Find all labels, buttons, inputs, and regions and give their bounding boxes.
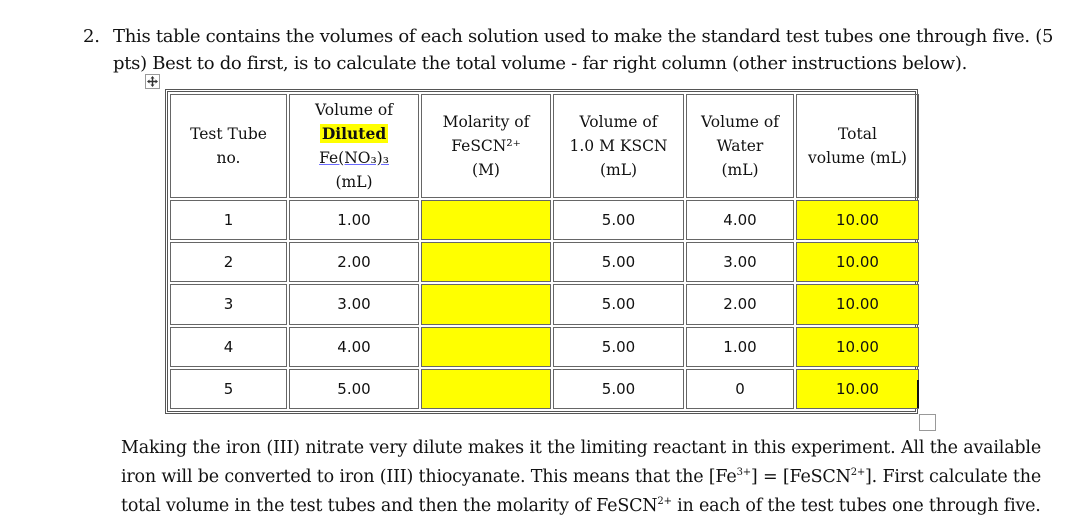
cell-fe-volume[interactable]: 2.00 (289, 242, 419, 282)
cell-molarity[interactable] (421, 369, 551, 409)
table-row (170, 200, 919, 240)
header-line: (mL) (599, 161, 638, 179)
cell-total-volume[interactable]: 10.00 (796, 284, 919, 324)
table-row (170, 369, 919, 409)
cell-kscn-volume[interactable]: 5.00 (553, 369, 684, 409)
cell-molarity[interactable] (421, 284, 551, 324)
cell-total-volume[interactable]: 10.00 (796, 242, 919, 282)
superscript: 2+ (850, 467, 866, 479)
header-line: Volume of (701, 113, 779, 131)
cell-kscn-volume[interactable]: 5.00 (553, 242, 684, 282)
cell-molarity[interactable] (421, 327, 551, 367)
cell-tube-number[interactable]: 4 (170, 327, 287, 367)
cell-tube-number[interactable]: 2 (170, 242, 287, 282)
cell-tube-number[interactable]: 1 (170, 200, 287, 240)
header-line: no. (216, 149, 241, 167)
header-line: Volume of (315, 101, 393, 119)
cell-fe-volume[interactable]: 5.00 (289, 369, 419, 409)
cell-water-volume[interactable]: 0 (686, 369, 794, 409)
cell-tube-number[interactable]: 3 (170, 284, 287, 324)
table-row (170, 284, 919, 324)
para-text: in each of the test tubes one through five. (671, 496, 1041, 516)
question-text-line1: This table contains the volumes of each solution used to make the standard test tubes one through five. (5 (113, 26, 1054, 47)
cell-kscn-volume[interactable]: 5.00 (553, 284, 684, 324)
question-text-line2: pts) Best to do first, is to calculate the total volume - far right column (other instructions below). (113, 53, 968, 74)
superscript: 2+ (657, 496, 672, 508)
cell-total-volume[interactable]: 10.00 (796, 327, 919, 367)
cell-molarity[interactable] (421, 200, 551, 240)
cell-water-volume[interactable]: 1.00 (686, 327, 794, 367)
header-line: Test Tube (190, 125, 267, 143)
header-kscn-volume[interactable] (553, 94, 684, 198)
header-fe-volume[interactable] (289, 94, 419, 198)
header-line: volume (mL) (808, 149, 907, 167)
cell-water-volume[interactable]: 3.00 (686, 242, 794, 282)
text-cursor (917, 380, 919, 408)
table-resize-handle[interactable] (919, 414, 936, 431)
header-water-volume[interactable] (686, 94, 794, 198)
instructions-paragraph (121, 434, 1041, 521)
cell-tube-number[interactable]: 5 (170, 369, 287, 409)
cell-water-volume[interactable]: 4.00 (686, 200, 794, 240)
cell-kscn-volume[interactable]: 5.00 (553, 200, 684, 240)
highlighted-diluted: Diluted (321, 124, 387, 143)
cell-water-volume[interactable]: 2.00 (686, 284, 794, 324)
header-line: Total (838, 125, 877, 143)
question-number: 2. (83, 26, 100, 47)
table-header-row (170, 94, 919, 198)
header-total-volume[interactable] (796, 94, 919, 198)
header-line: FeSCN²⁺ (451, 137, 521, 155)
header-line: (mL) (335, 173, 373, 191)
cell-fe-volume[interactable]: 1.00 (289, 200, 419, 240)
cell-total-volume[interactable]: 10.00 (796, 369, 919, 409)
header-line: Water (716, 137, 764, 155)
cell-total-volume[interactable]: 10.00 (796, 200, 919, 240)
standards-table (165, 89, 918, 414)
table-move-handle-icon[interactable] (145, 74, 160, 89)
table-row (170, 327, 919, 367)
para-text: ]. First calculate the total volume in the test tubes and then the molarity of FeSCN (121, 467, 1041, 516)
header-molarity[interactable] (421, 94, 551, 198)
header-line: (mL) (721, 161, 759, 179)
header-formula: Fe(NO₃)₃ (319, 149, 389, 167)
move-arrows-icon (147, 76, 158, 87)
cell-fe-volume[interactable]: 4.00 (289, 327, 419, 367)
para-text: Making the iron (III) nitrate very dilute makes it the limiting reactant in this experiment. All the available iron will be converted to iron (III) thiocyanate. This means that the [Fe (121, 438, 1041, 487)
table-row (170, 242, 919, 282)
cell-molarity[interactable] (421, 242, 551, 282)
header-line: 1.0 M KSCN (569, 137, 668, 155)
header-line: Volume of (579, 113, 658, 131)
cell-fe-volume[interactable]: 3.00 (289, 284, 419, 324)
header-line: (M) (472, 161, 500, 179)
cell-kscn-volume[interactable]: 5.00 (553, 327, 684, 367)
para-text: ] = [FeSCN (750, 467, 851, 487)
superscript: 3+ (736, 467, 751, 479)
header-test-tube[interactable] (170, 94, 287, 198)
header-line: Molarity of (442, 113, 530, 131)
